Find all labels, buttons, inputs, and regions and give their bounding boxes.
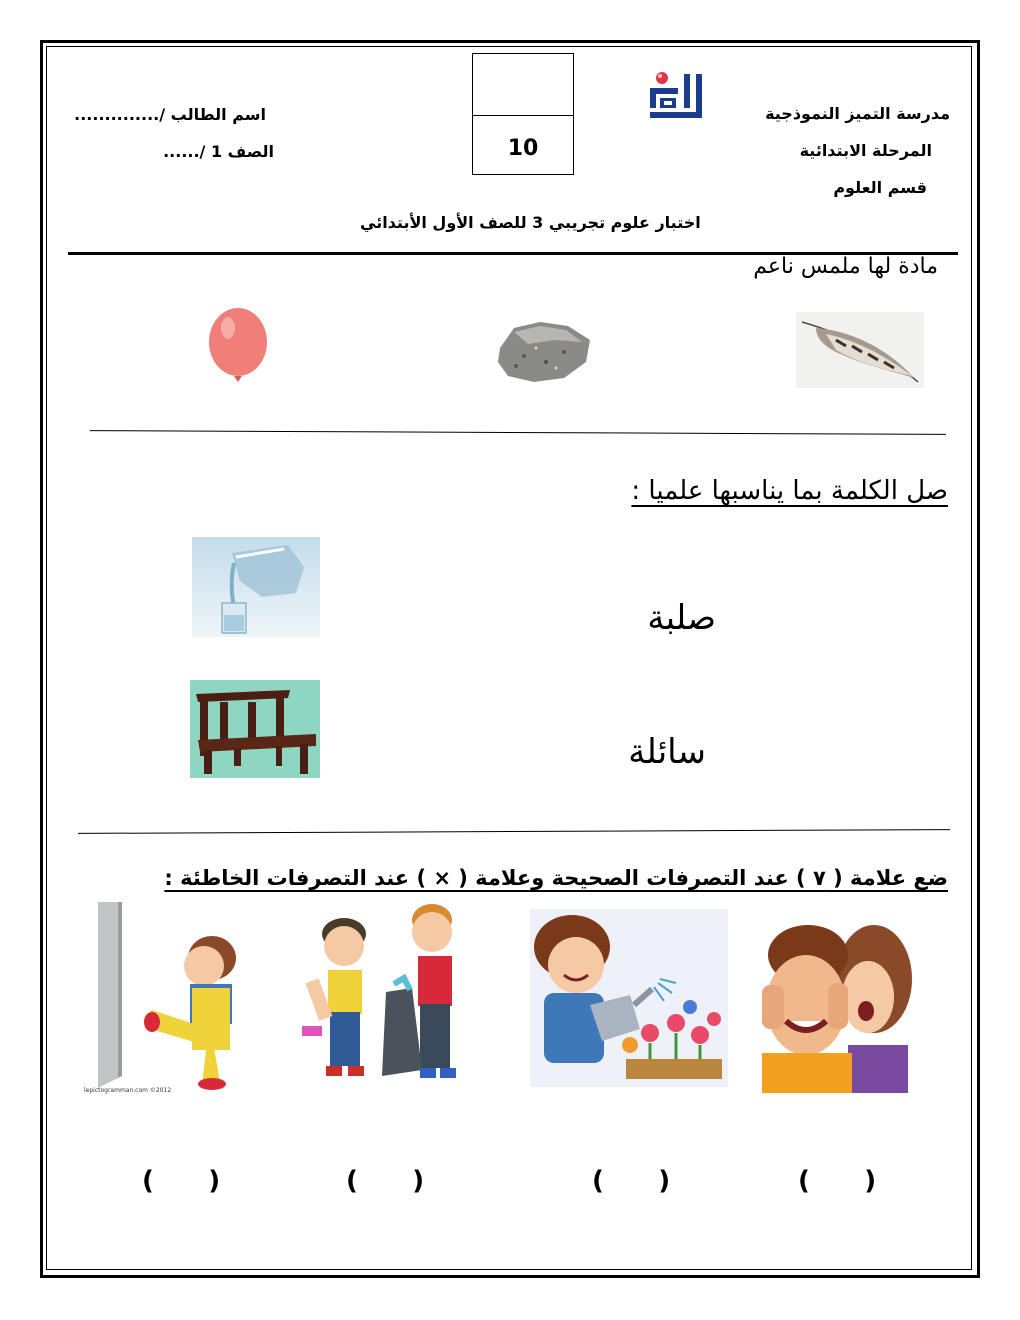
boys-collecting-trash-image[interactable] — [300, 900, 472, 1084]
exam-title: اختبار علوم تجريبي 3 للصف الأول الأبتدائي — [360, 213, 701, 232]
answer-blank-2[interactable]: ( ) — [592, 1166, 671, 1196]
q3-title: ضع علامة ( ٧ ) عند التصرفات الصحيحة وعلامة ( × ) عند التصرفات الخاطئة : — [164, 866, 948, 890]
children-shouting-image[interactable] — [762, 905, 916, 1093]
answer-blank-3[interactable]: ( ) — [346, 1166, 425, 1196]
balloon-image[interactable] — [206, 306, 270, 388]
score-box — [472, 53, 574, 175]
word-liquid[interactable]: سائلة — [628, 732, 706, 772]
q2-title: صل الكلمة بما يناسبها علميا : — [631, 476, 948, 506]
class-label: الصف 1 /...... — [163, 142, 274, 161]
q1-prompt: مادة لها ملمس ناعم — [753, 254, 938, 279]
student-name-label: اسم الطالب /.............. — [74, 105, 266, 124]
check-mark: ٧ — [812, 866, 826, 890]
score-total: 10 — [507, 136, 539, 161]
feather-image[interactable] — [796, 312, 924, 388]
school-name: مدرسة التميز النموذجية — [765, 104, 950, 123]
answer-blank-1[interactable]: ( ) — [798, 1166, 877, 1196]
boy-watering-flowers-image[interactable] — [530, 909, 728, 1087]
chair-image[interactable] — [190, 680, 320, 778]
rock-image[interactable] — [494, 318, 594, 386]
boy-kicking-wall-image[interactable] — [94, 902, 256, 1094]
answer-blank-4[interactable]: ( ) — [142, 1166, 221, 1196]
word-solid[interactable]: صلبة — [647, 598, 716, 638]
school-stage: المرحلة الابتدائية — [799, 141, 932, 160]
department: قسم العلوم — [833, 178, 927, 197]
image-credit: lepictogramman.com ©2012 — [84, 1087, 172, 1094]
water-pouring-image[interactable] — [192, 537, 320, 637]
school-logo — [646, 68, 708, 122]
